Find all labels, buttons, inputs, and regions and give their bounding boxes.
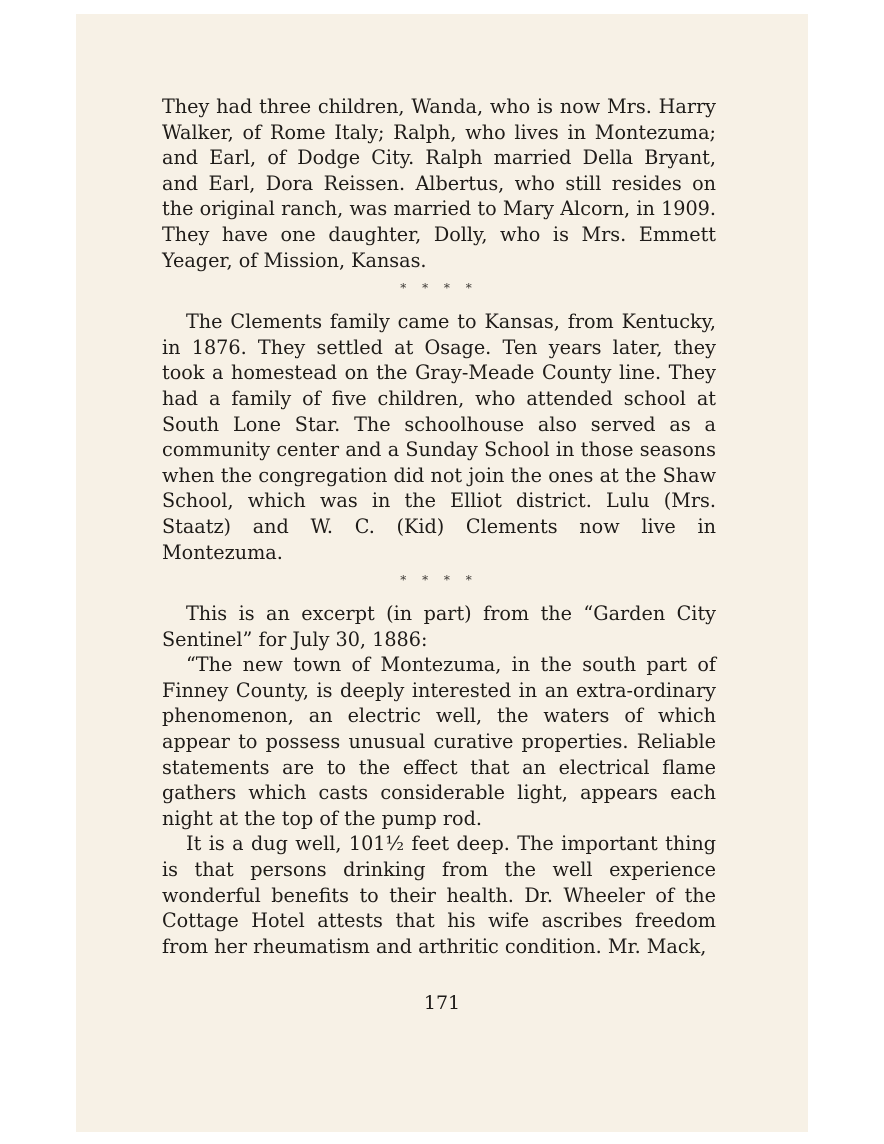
paragraph-clements-family: The Clements family came to Kansas, from Kentucky, in 1876. They settled at Osage. Ten years later, they took a homestead on the Gray-Meade County line. They had a family of five children, who attended school at South Lone Star. The schoolhouse also served as a community center and a Sunday School in those seasons when the congregation did not join the ones at the Shaw School, which was in the Elliot district. Lulu (Mrs. Staatz) and W. C. (Kid) Clements now live in Montezuma. <box>162 310 716 564</box>
page-number: 171 <box>423 992 461 1014</box>
section-separator: * * * * <box>400 573 478 588</box>
section-separator: * * * * <box>400 281 478 296</box>
paragraph-children: They had three children, Wanda, who is now Mrs. Harry Walker, of Rome Italy; Ralph, who lives in Montezuma; and Earl, of Dodge City. Ralph married Della Bryant, and Earl, Dora Reissen. Albertus, who still resides on the original ranch, was married to Mary Alcorn, in 1909. They have one daughter, Dolly, who is Mrs. Emmett Yeager, of Mission, Kansas. <box>162 95 716 272</box>
paragraph-dug-well: It is a dug well, 101½ feet deep. The important thing is that persons drinking from the well experience wonderful benefits to their health. Dr. Wheeler of the Cottage Hotel attests that his wife ascribes freedom from her rheumatism and arthritic condition. Mr. Mack, <box>162 832 716 958</box>
body-text <box>162 94 716 959</box>
paragraph-electric-well: “The new town of Montezuma, in the south part of Finney County, is deeply interested in an extra-ordinary phenomenon, an electric well, the waters of which appear to possess unusual curative properties. Reliable statements are to the effect that an electrical flame gathers which casts considerable light, appears each night at the top of the pump rod. <box>162 653 716 830</box>
book-page <box>76 14 808 1132</box>
paragraph-excerpt-intro: This is an excerpt (in part) from the “Garden City Sentinel” for July 30, 1886: <box>162 602 716 651</box>
